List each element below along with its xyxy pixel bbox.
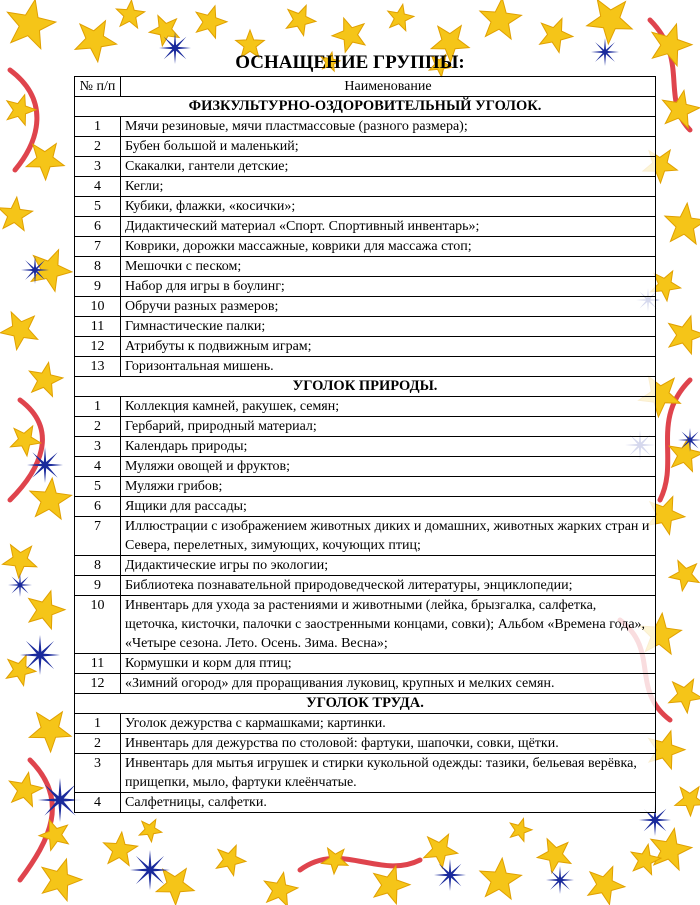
table-header-row: [75, 77, 656, 97]
item-text: Кегли;: [121, 177, 656, 197]
item-number: 12: [75, 674, 121, 694]
item-number: 3: [75, 157, 121, 177]
section-heading-row: [75, 97, 656, 117]
table-row: [75, 197, 656, 217]
table-row: [75, 576, 656, 596]
gold-star-icon: [669, 437, 700, 471]
item-number: 2: [75, 417, 121, 437]
item-text: «Зимний огород» для проращивания луковиц, крупных и мелких семян.: [121, 674, 656, 694]
gold-star-icon: [510, 819, 532, 842]
blue-star-icon: [27, 447, 63, 483]
item-text: Дидактический материал «Спорт. Спортивный инвентарь»;: [121, 217, 656, 237]
item-number: 4: [75, 793, 121, 813]
section-title: ФИЗКУЛЬТУРНО-ОЗДОРОВИТЕЛЬНЫЙ УГОЛОК.: [75, 97, 656, 117]
item-text: Календарь природы;: [121, 437, 656, 457]
item-number: 4: [75, 457, 121, 477]
section-title: УГОЛОК ТРУДА.: [75, 694, 656, 714]
gold-star-icon: [631, 844, 661, 874]
table-row: [75, 457, 656, 477]
item-number: 9: [75, 277, 121, 297]
item-number: 2: [75, 137, 121, 157]
table-row: [75, 157, 656, 177]
item-text: Иллюстрации с изображением животных диких и домашних, животных жарких стран и Севера, перелетных, зимующих, кочующих птиц;: [121, 517, 656, 556]
table-row: [75, 337, 656, 357]
item-text: Гербарий, природный материал;: [121, 417, 656, 437]
gold-star-icon: [424, 834, 458, 868]
item-text: Кормушки и корм для птиц;: [121, 654, 656, 674]
table-row: [75, 357, 656, 377]
gold-star-icon: [156, 869, 194, 905]
item-number: 11: [75, 317, 121, 337]
gold-star-icon: [480, 858, 522, 899]
item-number: 10: [75, 596, 121, 654]
table-row: [75, 477, 656, 497]
table-row: [75, 177, 656, 197]
equipment-table: [74, 76, 656, 813]
table-row: [75, 734, 656, 754]
gold-star-icon: [537, 839, 571, 873]
gold-star-icon: [665, 203, 700, 244]
gold-star-icon: [332, 18, 365, 52]
item-number: 8: [75, 556, 121, 576]
gold-star-icon: [196, 6, 227, 38]
gold-star-icon: [30, 478, 72, 519]
item-text: Кубики, флажки, «косички»;: [121, 197, 656, 217]
item-number: 7: [75, 517, 121, 556]
gold-star-icon: [669, 316, 700, 354]
item-number: 6: [75, 217, 121, 237]
item-text: Атрибуты к подвижным играм;: [121, 337, 656, 357]
item-number: 7: [75, 237, 121, 257]
item-number: 1: [75, 714, 121, 734]
gold-star-icon: [374, 866, 410, 904]
gold-star-icon: [11, 426, 41, 456]
table-row: [75, 714, 656, 734]
page-title: ОСНАЩЕНИЕ ГРУППЫ:: [235, 52, 465, 73]
table-row: [75, 237, 656, 257]
table-row: [75, 137, 656, 157]
item-number: 6: [75, 497, 121, 517]
gold-star-icon: [6, 655, 36, 685]
item-text: Набор для игры в боулинг;: [121, 277, 656, 297]
gold-star-icon: [29, 591, 65, 629]
blue-star-icon: [8, 573, 32, 597]
gold-star-icon: [669, 561, 699, 591]
item-text: Скакалки, гантели детские;: [121, 157, 656, 177]
item-text: Дидактические игры по экологии;: [121, 556, 656, 576]
table-row: [75, 317, 656, 337]
item-text: Уголок дежурства с кармашками; картинки.: [121, 714, 656, 734]
gold-star-icon: [675, 787, 700, 816]
table-row: [75, 793, 656, 813]
table-row: [75, 117, 656, 137]
table-row: [75, 257, 656, 277]
table-row: [75, 277, 656, 297]
item-number: 10: [75, 297, 121, 317]
gold-star-icon: [216, 845, 246, 875]
gold-star-icon: [42, 859, 82, 901]
gold-star-icon: [104, 832, 138, 865]
gold-star-icon: [588, 867, 625, 905]
item-text: Муляжи овощей и фруктов;: [121, 457, 656, 477]
item-number: 13: [75, 357, 121, 377]
gold-star-icon: [9, 772, 43, 806]
blue-star-icon: [20, 635, 60, 675]
item-text: Инвентарь для мытья игрушек и стирки кукольной одежды: тазики, бельевая верёвка, прищепки, мыло, фартуки клеёнчатые.: [121, 754, 656, 793]
item-number: 8: [75, 257, 121, 277]
table-row: [75, 297, 656, 317]
gold-star-icon: [26, 144, 64, 181]
item-text: Горизонтальная мишень.: [121, 357, 656, 377]
table-row: [75, 654, 656, 674]
gold-star-icon: [139, 820, 162, 842]
item-text: Библиотека познавательной природоведческой литературы, энциклопедии;: [121, 576, 656, 596]
item-number: 1: [75, 397, 121, 417]
table-row: [75, 437, 656, 457]
gold-star-icon: [7, 0, 55, 49]
table-row: [75, 497, 656, 517]
table-row: [75, 417, 656, 437]
header-number: № п/п: [75, 77, 121, 97]
table-body: [75, 97, 656, 813]
table-row: [75, 754, 656, 793]
item-number: 2: [75, 734, 121, 754]
item-text: Коврики, дорожки массажные, коврики для массажа стоп;: [121, 237, 656, 257]
gold-star-icon: [388, 4, 414, 30]
blue-star-icon: [546, 866, 574, 894]
item-text: Муляжи грибов;: [121, 477, 656, 497]
section-heading-row: [75, 694, 656, 714]
item-number: 5: [75, 197, 121, 217]
section-title: УГОЛОК ПРИРОДЫ.: [75, 377, 656, 397]
item-number: 5: [75, 477, 121, 497]
table-row: [75, 517, 656, 556]
item-text: Бубен большой и маленький;: [121, 137, 656, 157]
gold-star-icon: [264, 872, 298, 905]
item-number: 3: [75, 754, 121, 793]
gold-star-icon: [286, 5, 316, 35]
blue-star-icon: [434, 859, 466, 891]
item-number: 3: [75, 437, 121, 457]
item-number: 9: [75, 576, 121, 596]
item-number: 1: [75, 117, 121, 137]
gold-star-icon: [321, 848, 348, 874]
table-row: [75, 596, 656, 654]
section-heading-row: [75, 377, 656, 397]
gold-star-icon: [480, 0, 522, 39]
item-text: Инвентарь для ухода за растениями и животными (лейка, брызгалка, салфетка, щеточка, кисточки, палочки с заостренными концами, совки); Альбом «Времена года», «Четыре сезона. Лето. Осень. Зима. Весна»;: [121, 596, 656, 654]
gold-star-icon: [587, 0, 633, 44]
item-text: Гимнастические палки;: [121, 317, 656, 337]
item-text: Ящики для рассады;: [121, 497, 656, 517]
table-row: [75, 397, 656, 417]
gold-star-icon: [3, 545, 37, 578]
item-number: 4: [75, 177, 121, 197]
gold-star-icon: [669, 679, 700, 713]
item-text: Мячи резиновые, мячи пластмассовые (разного размера);: [121, 117, 656, 137]
ribbon-icon: [300, 858, 420, 870]
gold-star-icon: [29, 712, 71, 752]
item-text: Мешочки с песком;: [121, 257, 656, 277]
gold-star-icon: [116, 0, 144, 28]
item-number: 11: [75, 654, 121, 674]
item-number: 12: [75, 337, 121, 357]
item-text: Коллекция камней, ракушек, семян;: [121, 397, 656, 417]
blue-star-icon: [130, 850, 170, 890]
gold-star-icon: [0, 312, 38, 350]
item-text: Салфетницы, салфетки.: [121, 793, 656, 813]
gold-star-icon: [0, 197, 33, 230]
blue-star-icon: [21, 256, 49, 284]
gold-star-icon: [540, 18, 573, 52]
item-text: Обручи разных размеров;: [121, 297, 656, 317]
table-row: [75, 217, 656, 237]
gold-star-icon: [29, 362, 63, 396]
item-text: Инвентарь для дежурства по столовой: фартуки, шапочки, совки, щётки.: [121, 734, 656, 754]
table-row: [75, 674, 656, 694]
gold-star-icon: [651, 828, 692, 870]
table-row: [75, 556, 656, 576]
header-name: Наименование: [121, 77, 656, 97]
